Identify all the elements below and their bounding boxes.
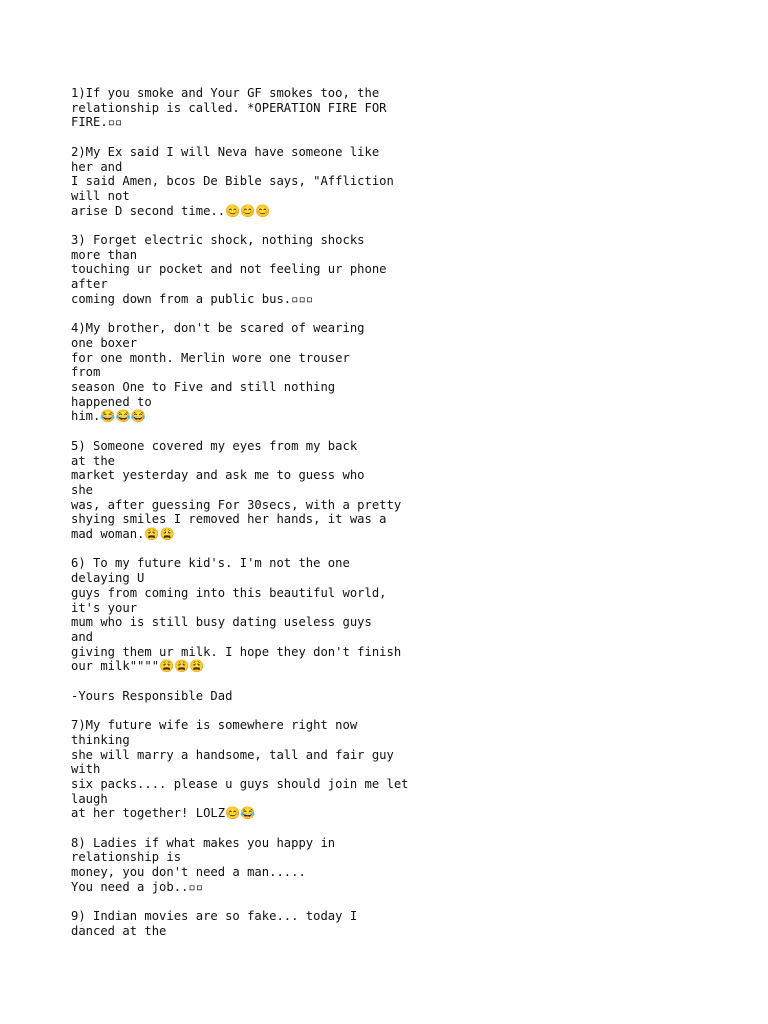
paragraph-6 [71,556,731,674]
text-line: giving them ur milk. I hope they don't finish [71,644,402,659]
text-line: 5) Someone covered my eyes from my back [71,438,358,453]
text-line: thinking [71,732,130,747]
text-line: money, you don't need a man..... [71,865,306,880]
text-line: her and [71,159,123,174]
text-line: for one month. Merlin wore one trouser [71,350,350,365]
text-line: shying smiles I removed her hands, it was a [71,512,387,527]
text-line: and [71,629,94,644]
text-line: one boxer [71,335,138,350]
text-line: from [71,365,101,380]
text-line: I said Amen, bcos De Bible says, "Affliction [71,174,394,189]
text-line: it's your [71,600,138,615]
paragraph-9 [71,909,731,938]
text-line: You need a job..▫▫ [71,879,204,894]
document-page [71,86,731,953]
text-line: will not [71,188,130,203]
text-line: mum who is still busy dating useless guys [71,615,372,630]
text-line: FIRE.▫▫ [71,115,123,130]
text-line: with [71,762,101,777]
text-line: danced at the [71,923,167,938]
text-line: 9) Indian movies are so fake... today I [71,909,358,924]
paragraph-3 [71,233,731,307]
paragraph-2 [71,145,731,219]
text-line: relationship is called. *OPERATION FIRE FOR [71,100,387,115]
text-line: 8) Ladies if what makes you happy in [71,835,336,850]
text-line: after [71,277,108,292]
paragraph-8 [71,836,731,895]
text-line: 4)My brother, don't be scared of wearing [71,321,365,336]
text-line: our milk""""😩😩😩 [71,659,205,674]
text-line: 2)My Ex said I will Neva have someone like [71,144,380,159]
text-line: mad woman.😩😩 [71,527,175,542]
text-line: season One to Five and still nothing [71,380,336,395]
text-line: arise D second time..😊😊😊 [71,203,271,218]
text-line: at the [71,453,116,468]
text-line: relationship is [71,850,182,865]
paragraph-7 [71,718,731,821]
text-line: she will marry a handsome, tall and fair guy [71,747,394,762]
text-line: laugh [71,791,108,806]
text-line: more than [71,247,138,262]
text-line: coming down from a public bus.▫▫▫ [71,291,314,306]
text-line: was, after guessing For 30secs, with a pretty [71,497,402,512]
text-line: 7)My future wife is somewhere right now [71,718,358,733]
text-line: delaying U [71,571,145,586]
paragraph-4 [71,321,731,424]
text-line: guys from coming into this beautiful world, [71,585,387,600]
text-line: touching ur pocket and not feeling ur phone [71,262,387,277]
paragraph-5 [71,439,731,542]
text-line: at her together! LOLZ😊😂 [71,806,256,821]
text-line: six packs.... please u guys should join me let [71,776,409,791]
text-line: 1)If you smoke and Your GF smokes too, the [71,86,380,100]
signature-paragraph [71,689,731,704]
text-line: happened to [71,394,152,409]
paragraph-1 [71,86,731,130]
text-line: she [71,482,94,497]
text-line: 6) To my future kid's. I'm not the one [71,556,350,571]
text-line: 3) Forget electric shock, nothing shocks [71,233,365,247]
text-line: market yesterday and ask me to guess who [71,468,365,483]
text-line: -Yours Responsible Dad [71,688,233,703]
text-line: him.😂😂😂 [71,409,146,424]
